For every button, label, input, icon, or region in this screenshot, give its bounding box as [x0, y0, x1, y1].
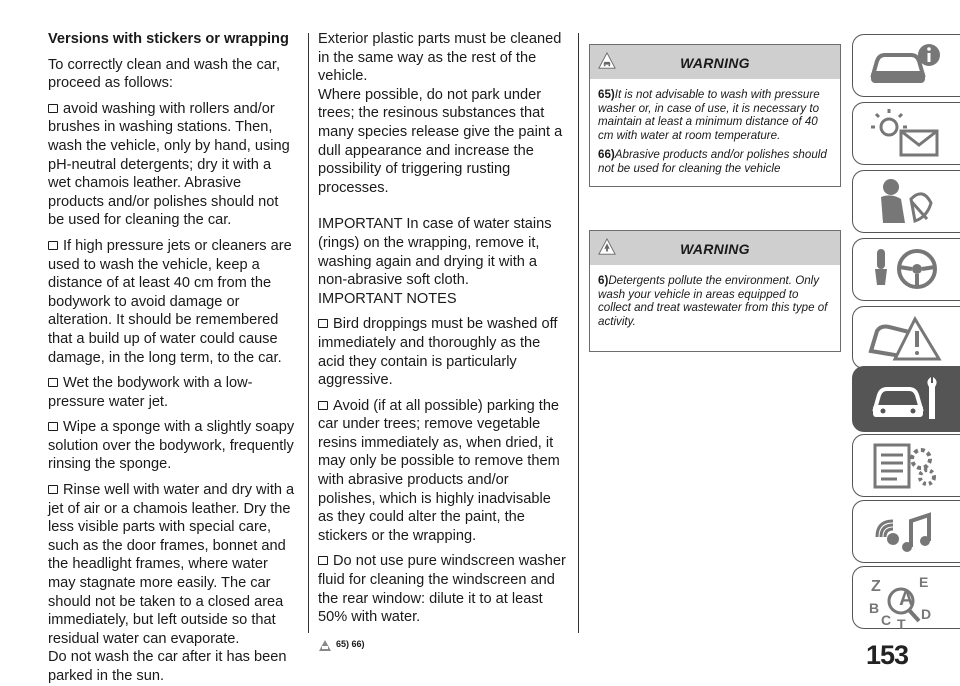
- starting-driving-icon: [867, 245, 947, 295]
- tab-emergency[interactable]: [852, 306, 960, 369]
- text-column-2: [318, 30, 568, 653]
- checkbox-bullet-icon: [318, 319, 328, 328]
- column-divider: [578, 33, 579, 633]
- multimedia-icon: [867, 507, 947, 557]
- warning-lights-icon: [867, 109, 947, 159]
- warning-item: 6)Detergents pollute the environment. Only wash your vehicle in areas equipped to collect and treat wastewater from this type of activity.: [598, 274, 828, 328]
- technical-data-icon: [867, 441, 947, 491]
- bullet-item: Wipe a sponge with a slightly soapy solution over the bodywork, frequently rinsing the sponge.: [48, 419, 295, 473]
- checkbox-bullet-icon: [48, 378, 58, 387]
- emergency-icon: [867, 313, 947, 363]
- checkbox-bullet-icon: [48, 422, 58, 431]
- bullet-item: Do not use pure windscreen washer fluid for cleaning the windscreen and the rear window: dilute it to at least 50% with water.: [318, 553, 566, 626]
- paragraph: Where possible, do not park under trees; the resinous substances that many species release give the paint a dull appearance and increase the possibility of triggering rusting processes.: [318, 86, 563, 196]
- checkbox-bullet-icon: [318, 401, 328, 410]
- bullet-item: Bird droppings must be washed off immediately and thoroughly as the acid they contain is particularly aggressive.: [318, 316, 558, 389]
- warning-header: [590, 231, 840, 265]
- warning-title: WARNING: [680, 55, 750, 71]
- svg-text:B: B: [869, 600, 880, 616]
- svg-text:E: E: [919, 574, 929, 590]
- warning-header: [590, 45, 840, 79]
- warning-car-small-icon: [318, 639, 332, 653]
- safety-icon: [867, 177, 947, 227]
- tab-safety[interactable]: [852, 170, 960, 233]
- notes-heading: IMPORTANT NOTES: [318, 290, 457, 307]
- warning-reference: 65) 66): [318, 635, 568, 654]
- tab-car-info[interactable]: [852, 34, 960, 97]
- tab-index[interactable]: [852, 566, 960, 629]
- closing-paragraph: Do not wash the car after it has been parked in the sun.: [48, 649, 287, 684]
- page-number: 153: [866, 640, 909, 670]
- warning-title: WARNING: [680, 241, 750, 257]
- checkbox-bullet-icon: [48, 241, 58, 250]
- warning-body: [590, 265, 840, 338]
- warning-body: [590, 79, 840, 186]
- paragraph: Exterior plastic parts must be cleaned in the same way as the rest of the vehicle.: [318, 31, 562, 85]
- tab-multimedia[interactable]: [852, 500, 960, 563]
- column-divider: [308, 33, 309, 633]
- warning-box: [589, 44, 841, 187]
- text-column-1: [48, 30, 296, 686]
- car-info-icon: [867, 41, 947, 91]
- bullet-item: Wet the bodywork with a low-pressure water jet.: [48, 375, 253, 410]
- warning-item: 66)Abrasive products and/or polishes should not be used for cleaning the vehicle: [598, 148, 827, 175]
- bullet-item: If high pressure jets or cleaners are used to wash the vehicle, keep a distance of at least 40 cm from the bodywork to avoid damage or alteration. It should be remembered that a build up of water could cause damage, in the long term, to the car.: [48, 237, 292, 366]
- tab-warning-lights[interactable]: [852, 102, 960, 165]
- index-icon: [867, 573, 947, 629]
- bullet-item: Avoid (if at all possible) parking the car under trees; remove vegetable resins immediately as, when dried, it may only be possible to remove them with abrasive products and/or polishes, which is highly inadvisable as they could alter the paint, the stickers or the wrapping.: [318, 397, 560, 544]
- warning-box: [589, 230, 841, 352]
- svg-text:Z: Z: [871, 578, 881, 595]
- tab-maintenance[interactable]: [852, 366, 960, 432]
- important-paragraph: IMPORTANT In case of water stains (rings) on the wrapping, remove it, washing again and drying it with a non-abrasive soft cloth.: [318, 216, 552, 289]
- svg-text:C: C: [881, 612, 892, 628]
- bullet-item: avoid washing with rollers and/or brushes in washing stations. Then, wash the vehicle, only by hand, using pH-neutral detergents; dry it with a wet chamois leather. Abrasive products and/or polishes should not be used for cleaning the car.: [48, 100, 290, 229]
- checkbox-bullet-icon: [48, 104, 58, 113]
- checkbox-bullet-icon: [48, 485, 58, 494]
- bullet-item: Rinse well with water and dry with a jet of air or a chamois leather. Dry the less visible parts with special care, such as the door frames, bonnet and the headlight frames, where water may stagnate more easily. The car should not be taken to a closed area immediately, but left outside so that residual water can evaporate.: [48, 482, 295, 647]
- section-heading: Versions with stickers or wrapping: [48, 31, 289, 47]
- checkbox-bullet-icon: [318, 556, 328, 565]
- tab-technical-data[interactable]: [852, 434, 960, 497]
- tab-starting-driving[interactable]: [852, 238, 960, 301]
- maintenance-icon: [867, 373, 947, 425]
- svg-text:D: D: [921, 606, 932, 622]
- svg-text:T: T: [897, 616, 906, 629]
- intro-paragraph: To correctly clean and wash the car, proceed as follows:: [48, 56, 280, 92]
- warning-item: 65)It is not advisable to wash with pressure washer or, in case of use, it is necessary to maintain at least a minimum distance of 40 cm with water at room temperature.: [598, 88, 820, 142]
- svg-text:A: A: [899, 588, 914, 610]
